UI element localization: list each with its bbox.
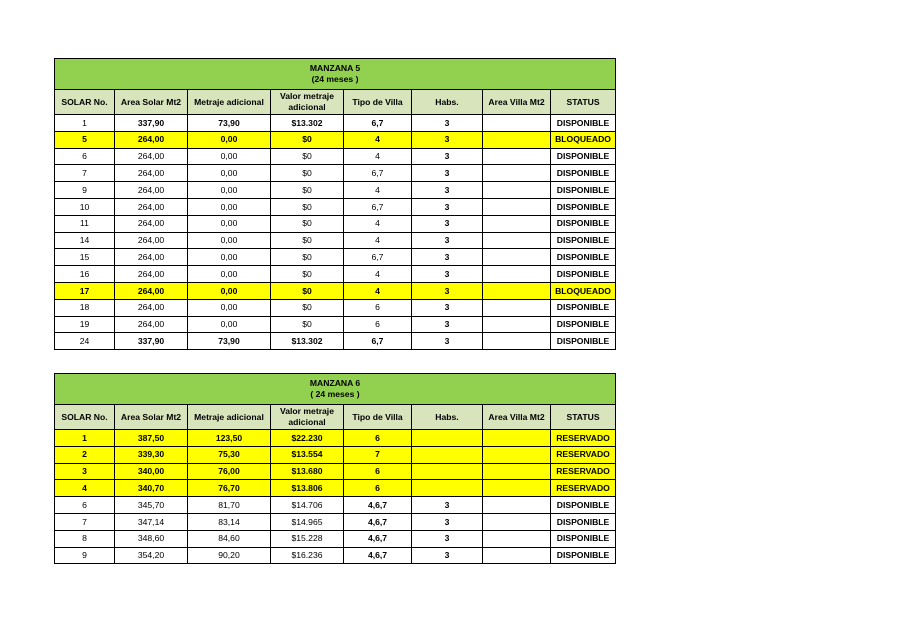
table-cell: 24	[55, 333, 115, 350]
column-header: SOLAR No.	[55, 90, 115, 115]
table-cell	[483, 115, 551, 132]
status-cell: DISPONIBLE	[551, 115, 616, 132]
table-cell: 0,00	[188, 249, 271, 266]
status-cell: RESERVADO	[551, 463, 616, 480]
table-cell: 3	[412, 299, 483, 316]
table-cell: 337,90	[115, 115, 188, 132]
table-cell: 76,70	[188, 480, 271, 497]
table-body	[55, 59, 616, 350]
table-row	[55, 165, 616, 182]
status-cell: DISPONIBLE	[551, 232, 616, 249]
table-row	[55, 148, 616, 165]
table-row	[55, 463, 616, 480]
status-cell: BLOQUEADO	[551, 282, 616, 299]
table-cell: 348,60	[115, 530, 188, 547]
table-cell: 3	[412, 530, 483, 547]
table-cell: 3	[412, 232, 483, 249]
table-cell: $14.706	[271, 497, 344, 514]
table-cell: 4	[344, 148, 412, 165]
table-cell: $14.965	[271, 513, 344, 530]
table-cell: $0	[271, 232, 344, 249]
table-cell: 4	[55, 480, 115, 497]
column-header: Valor metraje adicional	[271, 405, 344, 430]
column-header: Valor metraje adicional	[271, 90, 344, 115]
table-cell: $13.302	[271, 115, 344, 132]
table-cell: 2	[55, 446, 115, 463]
table-cell: 340,00	[115, 463, 188, 480]
table-cell: 10	[55, 198, 115, 215]
column-header: Area Solar Mt2	[115, 90, 188, 115]
table-cell: $0	[271, 316, 344, 333]
table-row	[55, 430, 616, 447]
status-cell: DISPONIBLE	[551, 215, 616, 232]
table-row	[55, 333, 616, 350]
table-cell: 0,00	[188, 316, 271, 333]
column-header: Area Villa Mt2	[483, 405, 551, 430]
column-header: Habs.	[412, 405, 483, 430]
column-header: Habs.	[412, 90, 483, 115]
table-cell	[483, 316, 551, 333]
table-cell: 1	[55, 430, 115, 447]
table-cell: 264,00	[115, 316, 188, 333]
table-cell: 3	[412, 513, 483, 530]
status-cell: RESERVADO	[551, 446, 616, 463]
table-cell	[483, 198, 551, 215]
manzana-5-table	[54, 58, 616, 350]
table-cell: 354,20	[115, 547, 188, 564]
table-cell: $0	[271, 182, 344, 199]
table-cell: 0,00	[188, 182, 271, 199]
table-title-cell	[55, 374, 616, 405]
table-row	[55, 530, 616, 547]
table-cell	[483, 446, 551, 463]
table-cell: 84,60	[188, 530, 271, 547]
table-subtitle: (24 meses )	[311, 74, 359, 84]
table-cell: 0,00	[188, 131, 271, 148]
table-cell: 6,7	[344, 198, 412, 215]
table-cell	[483, 165, 551, 182]
table-cell: 0,00	[188, 165, 271, 182]
status-cell: DISPONIBLE	[551, 249, 616, 266]
table-cell: 3	[412, 148, 483, 165]
table-cell	[483, 282, 551, 299]
table-cell: 17	[55, 282, 115, 299]
status-cell: BLOQUEADO	[551, 131, 616, 148]
table-cell: 4,6,7	[344, 497, 412, 514]
table-row	[55, 266, 616, 283]
table-header-row	[55, 405, 616, 430]
table-cell: 6	[344, 463, 412, 480]
table-title-row	[55, 59, 616, 90]
table-cell: 90,20	[188, 547, 271, 564]
table-cell: $0	[271, 249, 344, 266]
table-cell: 7	[55, 165, 115, 182]
status-cell: DISPONIBLE	[551, 182, 616, 199]
table-cell: $13.806	[271, 480, 344, 497]
table-cell	[412, 446, 483, 463]
table-cell: 76,00	[188, 463, 271, 480]
table-cell: 264,00	[115, 131, 188, 148]
table-cell: 3	[55, 463, 115, 480]
status-cell: RESERVADO	[551, 430, 616, 447]
manzana-6-table	[54, 373, 616, 564]
table-cell: 0,00	[188, 266, 271, 283]
table-cell: 3	[412, 249, 483, 266]
table-cell	[483, 513, 551, 530]
table-cell: $13.680	[271, 463, 344, 480]
table-cell: 1	[55, 115, 115, 132]
table-cell: 339,30	[115, 446, 188, 463]
table-cell: $0	[271, 165, 344, 182]
table-cell: 6	[344, 480, 412, 497]
table-cell: $13.302	[271, 333, 344, 350]
table-cell: 15	[55, 249, 115, 266]
table-cell: 6	[344, 430, 412, 447]
status-cell: RESERVADO	[551, 480, 616, 497]
table-title: MANZANA 6	[309, 378, 361, 388]
table-cell: $0	[271, 215, 344, 232]
table-cell	[483, 333, 551, 350]
table-cell: $16.236	[271, 547, 344, 564]
table-cell: 264,00	[115, 299, 188, 316]
status-cell: DISPONIBLE	[551, 148, 616, 165]
table-cell	[483, 480, 551, 497]
table-row	[55, 198, 616, 215]
column-header: SOLAR No.	[55, 405, 115, 430]
status-cell: DISPONIBLE	[551, 198, 616, 215]
table-cell: $15.228	[271, 530, 344, 547]
table-cell: 123,50	[188, 430, 271, 447]
table-cell: 4	[344, 232, 412, 249]
table-cell: 6	[344, 316, 412, 333]
table-cell: 264,00	[115, 249, 188, 266]
table-cell: 0,00	[188, 299, 271, 316]
table-cell	[483, 299, 551, 316]
table-cell: 6,7	[344, 333, 412, 350]
table-cell: 264,00	[115, 282, 188, 299]
table-cell: 264,00	[115, 148, 188, 165]
table-cell: $0	[271, 198, 344, 215]
column-header: Tipo de Villa	[344, 90, 412, 115]
table-cell: 264,00	[115, 215, 188, 232]
table-cell	[483, 148, 551, 165]
table-row	[55, 497, 616, 514]
table-cell: 4	[344, 182, 412, 199]
column-header: Area Villa Mt2	[483, 90, 551, 115]
table-cell: 19	[55, 316, 115, 333]
table-cell: 16	[55, 266, 115, 283]
column-header: Tipo de Villa	[344, 405, 412, 430]
table-cell: 0,00	[188, 198, 271, 215]
table-cell: 6	[344, 299, 412, 316]
status-cell: DISPONIBLE	[551, 497, 616, 514]
table-cell: 3	[412, 165, 483, 182]
table-row	[55, 232, 616, 249]
table-cell: 18	[55, 299, 115, 316]
table-cell: 6,7	[344, 115, 412, 132]
table-row	[55, 513, 616, 530]
table-cell	[483, 131, 551, 148]
status-cell: DISPONIBLE	[551, 513, 616, 530]
table-cell: $0	[271, 299, 344, 316]
table-cell: 264,00	[115, 266, 188, 283]
status-cell: DISPONIBLE	[551, 165, 616, 182]
table-row	[55, 115, 616, 132]
table-cell: 3	[412, 316, 483, 333]
status-cell: DISPONIBLE	[551, 333, 616, 350]
column-header: Metraje adicional	[188, 405, 271, 430]
table-cell: 3	[412, 333, 483, 350]
table-cell: 3	[412, 182, 483, 199]
table-row	[55, 446, 616, 463]
table-cell: $0	[271, 282, 344, 299]
table-cell: 3	[412, 115, 483, 132]
table-cell: 3	[412, 266, 483, 283]
table-cell: 6	[55, 497, 115, 514]
table-cell: 5	[55, 131, 115, 148]
column-header: Area Solar Mt2	[115, 405, 188, 430]
table-header-row	[55, 90, 616, 115]
table-cell: 8	[55, 530, 115, 547]
table-cell: 264,00	[115, 232, 188, 249]
table-cell: 9	[55, 547, 115, 564]
table-cell	[483, 463, 551, 480]
table-cell: 264,00	[115, 182, 188, 199]
table-cell: 4,6,7	[344, 513, 412, 530]
table-row	[55, 547, 616, 564]
table-cell: $13.554	[271, 446, 344, 463]
table-cell	[483, 430, 551, 447]
table-cell: 0,00	[188, 282, 271, 299]
column-header: Metraje adicional	[188, 90, 271, 115]
table-cell: 347,14	[115, 513, 188, 530]
table-cell: 73,90	[188, 115, 271, 132]
column-header: STATUS	[551, 405, 616, 430]
table-cell: 6	[55, 148, 115, 165]
table-cell: 7	[55, 513, 115, 530]
table-cell: 81,70	[188, 497, 271, 514]
table-cell: 4	[344, 266, 412, 283]
table-cell: 264,00	[115, 165, 188, 182]
table-subtitle: ( 24 meses )	[310, 389, 360, 399]
table-row	[55, 299, 616, 316]
table-row	[55, 480, 616, 497]
table-cell: 4	[344, 282, 412, 299]
table-title: MANZANA 5	[309, 63, 361, 73]
table-cell: 4,6,7	[344, 530, 412, 547]
table-cell	[483, 215, 551, 232]
table-cell: 0,00	[188, 148, 271, 165]
table-cell: 4,6,7	[344, 547, 412, 564]
table-cell: 0,00	[188, 232, 271, 249]
table-cell: 75,30	[188, 446, 271, 463]
table-cell: 83,14	[188, 513, 271, 530]
table-cell	[483, 182, 551, 199]
table-cell	[483, 266, 551, 283]
table-cell: 3	[412, 198, 483, 215]
table-cell	[412, 430, 483, 447]
table-row	[55, 316, 616, 333]
table-cell	[412, 480, 483, 497]
table-cell: 3	[412, 282, 483, 299]
table-cell: 3	[412, 497, 483, 514]
column-header: STATUS	[551, 90, 616, 115]
table-row	[55, 282, 616, 299]
table-cell	[483, 249, 551, 266]
table-cell: 6,7	[344, 165, 412, 182]
table-body	[55, 374, 616, 564]
table-title-cell	[55, 59, 616, 90]
table-cell: $0	[271, 266, 344, 283]
table-cell	[483, 497, 551, 514]
table-cell: 3	[412, 547, 483, 564]
table-cell	[412, 463, 483, 480]
table-cell: 14	[55, 232, 115, 249]
table-row	[55, 249, 616, 266]
status-cell: DISPONIBLE	[551, 530, 616, 547]
table-cell: 337,90	[115, 333, 188, 350]
table-cell	[483, 530, 551, 547]
table-cell	[483, 547, 551, 564]
status-cell: DISPONIBLE	[551, 316, 616, 333]
table-cell: 0,00	[188, 215, 271, 232]
table-cell: 3	[412, 215, 483, 232]
status-cell: DISPONIBLE	[551, 266, 616, 283]
table-cell	[483, 232, 551, 249]
table-cell: 73,90	[188, 333, 271, 350]
table-cell: 6,7	[344, 249, 412, 266]
status-cell: DISPONIBLE	[551, 547, 616, 564]
table-cell: $0	[271, 148, 344, 165]
table-row	[55, 131, 616, 148]
table-cell: 340,70	[115, 480, 188, 497]
status-cell: DISPONIBLE	[551, 299, 616, 316]
table-cell: 3	[412, 131, 483, 148]
table-cell: 387,50	[115, 430, 188, 447]
table-cell: 7	[344, 446, 412, 463]
table-cell: 264,00	[115, 198, 188, 215]
table-cell: 4	[344, 215, 412, 232]
table-cell: 11	[55, 215, 115, 232]
table-cell: $22.230	[271, 430, 344, 447]
table-title-row	[55, 374, 616, 405]
table-row	[55, 182, 616, 199]
table-cell: 9	[55, 182, 115, 199]
table-row	[55, 215, 616, 232]
table-cell: $0	[271, 131, 344, 148]
table-cell: 345,70	[115, 497, 188, 514]
table-cell: 4	[344, 131, 412, 148]
